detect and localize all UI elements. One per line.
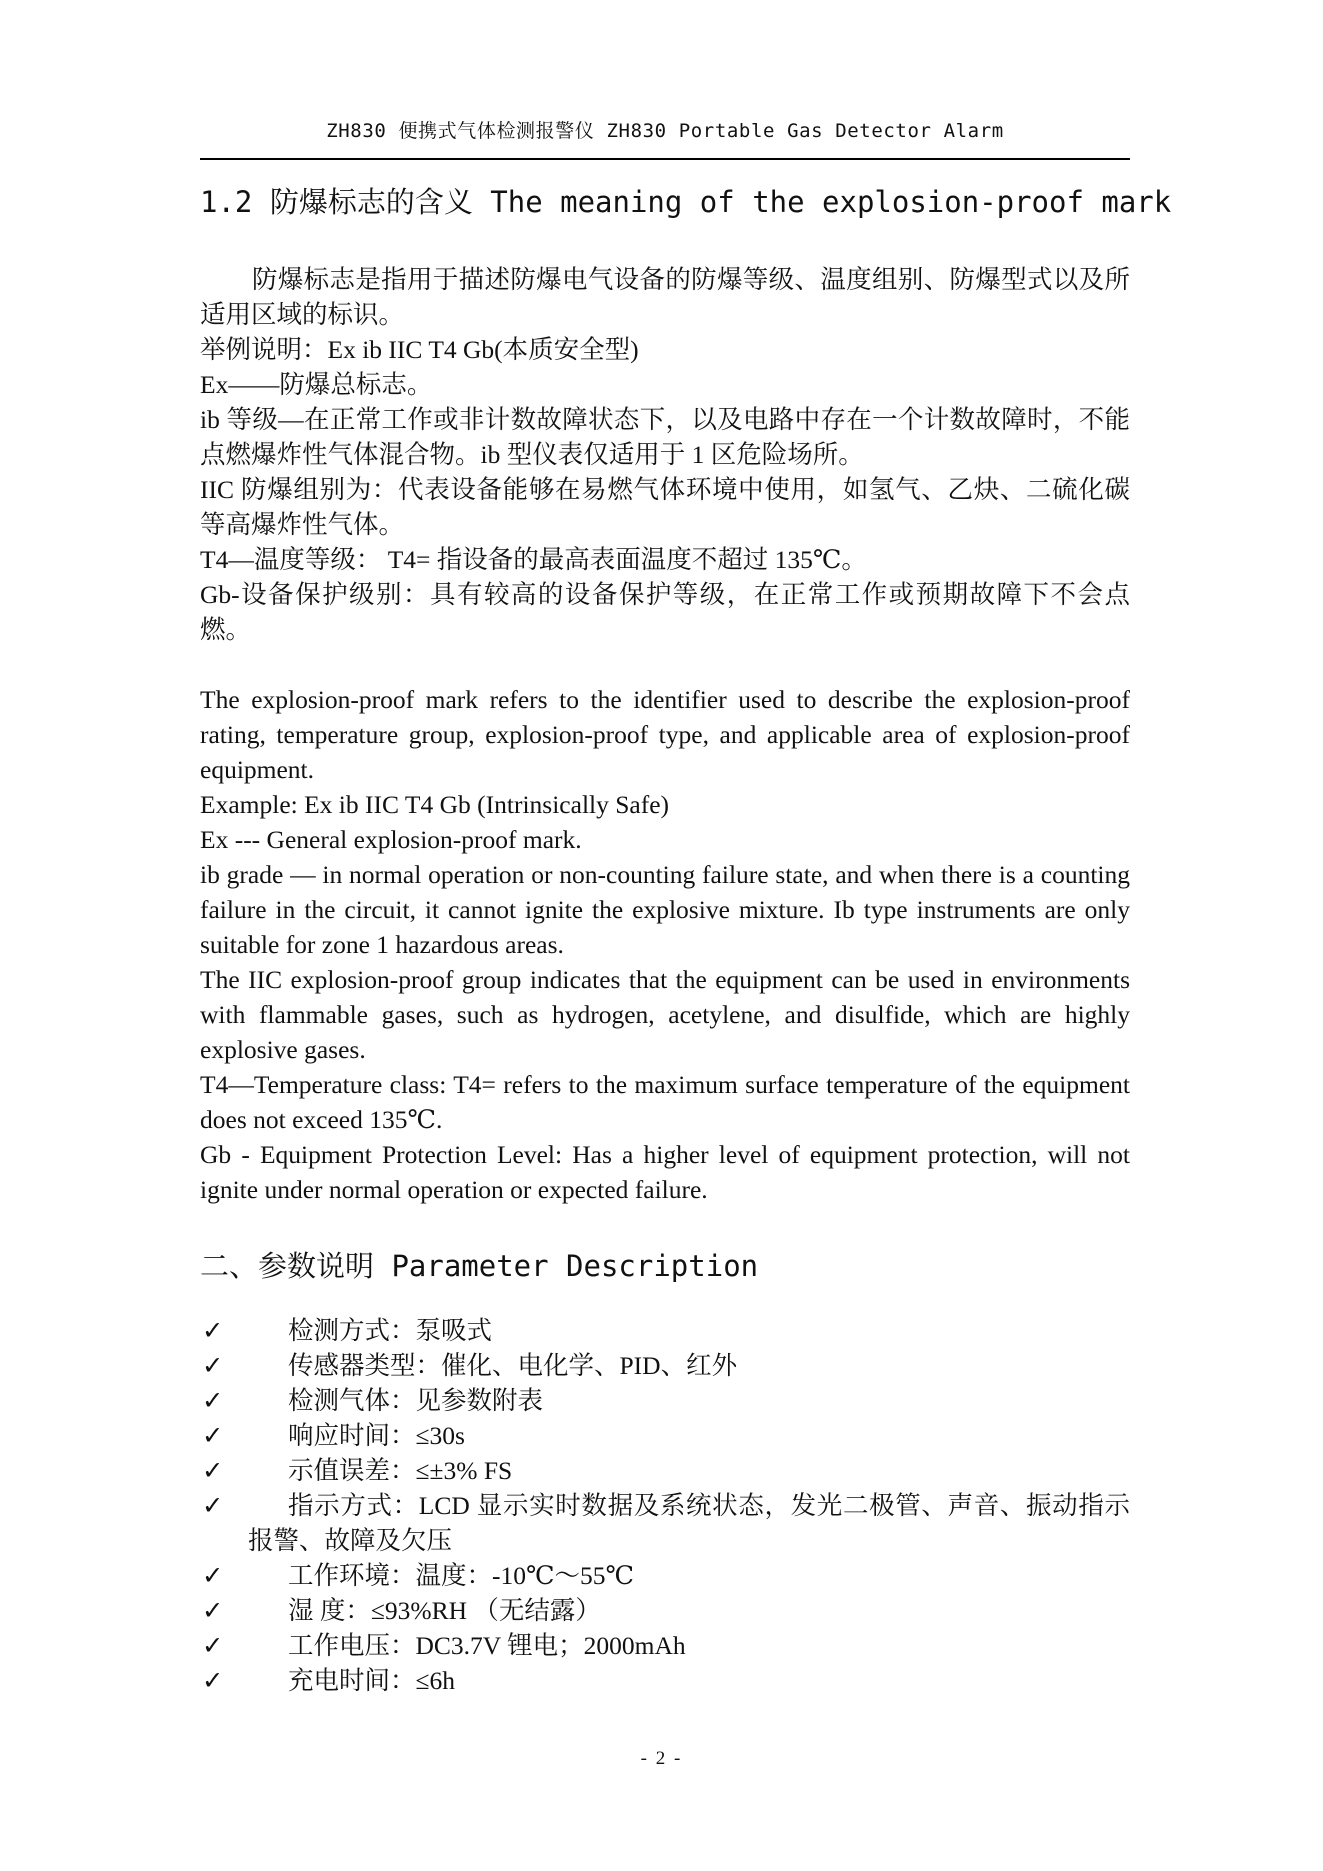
list-item <box>200 1628 1130 1663</box>
check-icon: ✓ <box>202 1666 224 1695</box>
parameter-list <box>200 1313 1130 1698</box>
list-item <box>200 1313 1130 1348</box>
list-item-text: 湿 度：≤93%RH （无结露） <box>288 1596 601 1625</box>
list-item-text: 检测气体：见参数附表 <box>288 1386 544 1415</box>
section1-body <box>200 262 1130 1207</box>
zh-paragraph: Ex——防爆总标志。 <box>200 370 433 399</box>
check-icon: ✓ <box>202 1421 224 1450</box>
check-icon: ✓ <box>202 1316 224 1345</box>
en-paragraph: The IIC explosion-proof group indicates that the equipment can be used in environments with flammable gases, such as hydrogen, acetylene, and disulfide, which are highly explosive gases. <box>200 965 1130 1064</box>
en-paragraph: Gb - Equipment Protection Level: Has a higher level of equipment protection, will not ignite under normal operation or expected failure. <box>200 1140 1130 1204</box>
list-item <box>200 1453 1130 1488</box>
check-icon: ✓ <box>202 1561 224 1590</box>
check-icon: ✓ <box>202 1351 224 1380</box>
check-icon: ✓ <box>202 1491 224 1520</box>
list-item-text: 响应时间：≤30s <box>288 1421 465 1450</box>
list-item-text: 工作环境：温度：-10℃～55℃ <box>288 1561 635 1590</box>
en-paragraph: Ex --- General explosion-proof mark. <box>200 825 582 854</box>
list-item <box>200 1418 1130 1453</box>
list-item-text: 指示方式：LCD 显示实时数据及系统状态，发光二极管、声音、振动指示报警、故障及欠压 <box>248 1491 1130 1555</box>
en-paragraph: The explosion-proof mark refers to the identifier used to describe the explosion-proof rating, temperature group, explosion-proof type, and applicable area of explosion-proof equipment. <box>200 685 1130 784</box>
check-icon: ✓ <box>202 1631 224 1660</box>
zh-paragraph: 举例说明：Ex ib IIC T4 Gb(本质安全型) <box>200 335 639 364</box>
list-item <box>200 1348 1130 1383</box>
zh-paragraph: Gb-设备保护级别：具有较高的设备保护等级，在正常工作或预期故障下不会点燃。 <box>200 580 1130 644</box>
list-item-text: 工作电压：DC3.7V 锂电；2000mAh <box>288 1631 686 1660</box>
section-title-explosion-proof: 1.2 防爆标志的含义 The meaning of the explosion-proof mark <box>200 185 1172 219</box>
list-item <box>200 1663 1130 1698</box>
list-item-text: 检测方式：泵吸式 <box>288 1316 493 1345</box>
list-item-text: 充电时间：≤6h <box>288 1666 455 1695</box>
zh-paragraph: ib 等级—在正常工作或非计数故障状态下，以及电路中存在一个计数故障时，不能点燃爆炸性气体混合物。ib 型仪表仅适用于 1 区危险场所。 <box>200 405 1130 469</box>
section-title-parameters: 二、参数说明 Parameter Description <box>200 1249 759 1283</box>
list-item <box>200 1558 1130 1593</box>
list-item <box>200 1383 1130 1418</box>
paragraph-gap <box>200 647 1130 682</box>
en-paragraph: Example: Ex ib IIC T4 Gb (Intrinsically Safe) <box>200 790 670 819</box>
check-icon: ✓ <box>202 1386 224 1415</box>
check-icon: ✓ <box>202 1596 224 1625</box>
list-item <box>200 1488 1130 1558</box>
zh-paragraph: 防爆标志是指用于描述防爆电气设备的防爆等级、温度组别、防爆型式以及所适用区域的标识。 <box>200 265 1130 329</box>
running-header: ZH830 便携式气体检测报警仪 ZH830 Portable Gas Detector Alarm <box>326 120 1004 142</box>
list-item <box>200 1593 1130 1628</box>
list-item-text: 传感器类型：催化、电化学、PID、红外 <box>288 1351 738 1380</box>
header-rule <box>200 158 1130 160</box>
page-number: - 2 - <box>640 1748 683 1769</box>
en-paragraph: T4—Temperature class: T4= refers to the maximum surface temperature of the equipment does not exceed 135℃. <box>200 1070 1130 1134</box>
check-icon: ✓ <box>202 1456 224 1485</box>
zh-paragraph: T4—温度等级： T4= 指设备的最高表面温度不超过 135℃。 <box>200 545 867 574</box>
list-item-text: 示值误差：≤±3% FS <box>288 1456 513 1485</box>
zh-paragraph: IIC 防爆组别为：代表设备能够在易燃气体环境中使用，如氢气、乙炔、二硫化碳等高爆炸性气体。 <box>200 475 1130 539</box>
en-paragraph: ib grade — in normal operation or non-counting failure state, and when there is a counting failure in the circuit, it cannot ignite the explosive mixture. Ib type instruments are only suitable for zone 1 hazardous areas. <box>200 860 1130 959</box>
